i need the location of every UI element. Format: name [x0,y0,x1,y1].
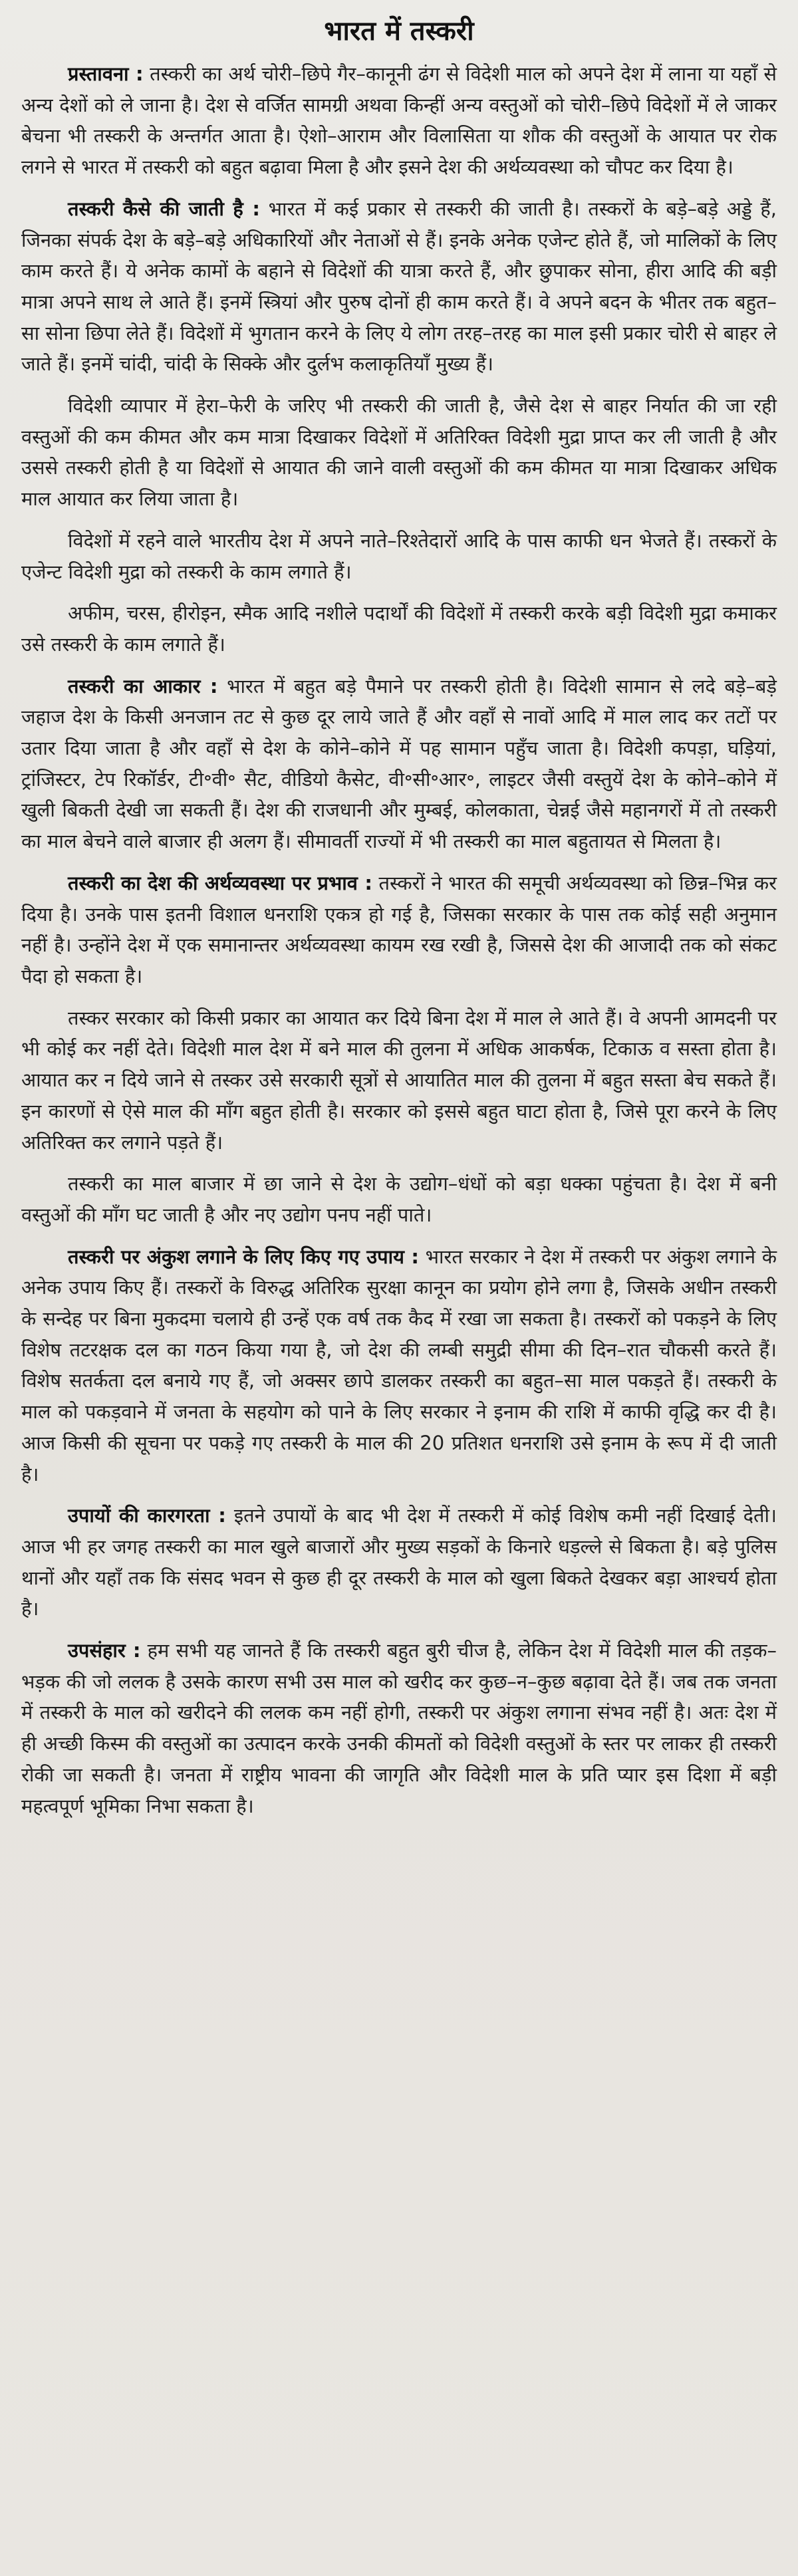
paragraph-economic-impact [21,868,777,992]
paragraph-text: हम सभी यह जानते हैं कि तस्करी बहुत बुरी चीज है, लेकिन देश में विदेशी माल की तड़क–भड़क की जो ललक है उसके कारण सभी उस माल को खरीद कर कुछ–न–कुछ बढ़ावा देते हैं। जब तक जनता में तस्करी के माल को खरीदने की ललक कम नहीं होगी, तस्करी पर अंकुश लगाना संभव नहीं है। अतः देश में ही अच्छी किस्म की वस्तुओं का उत्पादन करके उनकी कीमतों को विदेशी वस्तुओं के स्तर पर लाकर ही तस्करी रोकी जा सकती है। जनता में राष्ट्रीय भावना की जागृति और विदेशी माल के प्रति प्यार इस दिशा में बड़ी महत्वपूर्ण भूमिका निभा सकता है। [21,1639,777,1817]
paragraph-scale [21,671,777,857]
paragraph-text: अफीम, चरस, हीरोइन, स्मैक आदि नशीले पदार्थों की विदेशों में तस्करी करके बड़ी विदेशी मुद्रा कमाकर उसे तस्करी के काम लगाते हैं। [21,602,777,656]
paragraph-text: तस्करी का अर्थ चोरी–छिपे गैर–कानूनी ढंग से विदेशी माल को अपने देश में लाना या यहाँ से अन्य देशों को ले जाना है। देश से वर्जित सामग्री अथवा किन्हीं अन्य वस्तुओं को चोरी–छिपे विदेशों में ले जाकर बेचना भी तस्करी के अन्तर्गत आता है। ऐशो–आराम और विलासिता या शौक की वस्तुओं के आयात पर रोक लगने से भारत में तस्करी को बहुत बढ़ावा मिला है और इसने देश की अर्थव्यवस्था को चौपट कर दिया है। [21,63,777,179]
paragraph-narcotics [21,598,777,660]
paragraph-heading: तस्करी पर अंकुश लगाने के लिए किए गए उपाय : [68,1245,419,1268]
paragraph-heading: तस्करी का आकार : [68,674,218,698]
paragraph-text: इतने उपायों के बाद भी देश में तस्करी में कोई विशेष कमी नहीं दिखाई देती। आज भी हर जगह तस्करी का माल खुले बाजारों और मुख्य सड़कों के किनारे धड़ल्ले से बिकता है। बड़े पुलिस थानों और यहाँ तक कि संसद भवन से कुछ ही दूर तस्करी के माल को खुला बिकते देखकर बड़ा आश्चर्य होता है। [21,1504,777,1620]
paragraph-text: तस्कर सरकार को किसी प्रकार का आयात कर दिये बिना देश में माल ले आते हैं। वे अपनी आमदनी पर भी कोई कर नहीं देते। विदेशी माल देश में बने माल की तुलना में अधिक आकर्षक, टिकाऊ व सस्ता होता है। आयात कर न दिये जाने से तस्कर उसे सरकारी सूत्रों से आयातित माल की तुलना में बहुत सस्ता बेच सकते हैं। इन कारणों से ऐसे माल की माँग बहुत होती है। सरकार को इससे बहुत घाटा होता है, जिसे पूरा करने के लिए अतिरिक्त कर लगाने पड़ते हैं। [21,1006,777,1154]
paragraph-text: विदेशी व्यापार में हेरा–फेरी के जरिए भी तस्करी की जाती है, जैसे देश से बाहर निर्यात की जा रही वस्तुओं की कम कीमत और कम मात्रा दिखाकर विदेशों में अतिरिक्त विदेशी मुद्रा प्राप्त कर ली जाती है और उससे तस्करी होती है या विदेशों से आयात की जाने वाली वस्तुओं की कम कीमत या मात्रा दिखाकर अधिक माल आयात कर लिया जाता है। [21,394,777,511]
paragraph-measures [21,1241,777,1490]
paragraph-text: भारत में कई प्रकार से तस्करी की जाती है। तस्करों के बड़े–बड़े अड्डे हैं, जिनका संपर्क देश के बड़े–बड़े अधिकारियों और नेताओं से हैं। इनके अनेक एजेन्ट होते हैं, जो मालिकों के लिए काम करते हैं। ये अनेक कामों के बहाने से विदेशों की यात्रा करते हैं, और छुपाकर सोना, हीरा आदि की बड़ी मात्रा अपने साथ ले आते हैं। इनमें स्त्रियां और पुरुष दोनों ही काम करते हैं। वे अपने बदन के भीतर तक बहुत–सा सोना छिपा लेते हैं। विदेशों में भुगतान करने के लिए ये लोग तरह–तरह का माल इसी प्रकार चोरी से बाहर ले जाते हैं। इनमें चांदी, चांदी के सिक्के और दुर्लभ कलाकृतियाँ मुख्य हैं। [21,197,777,376]
paragraph-industry-impact [21,1168,777,1230]
paragraph-text: भारत सरकार ने देश में तस्करी पर अंकुश लगाने के अनेक उपाय किए हैं। तस्करों के विरुद्ध अतिरिक सुरक्षा कानून का प्रयोग होने लगा है, जिसके अधीन तस्करी के सन्देह पर बिना मुकदमा चलाये ही उन्हें एक वर्ष तक कैद में रखा जा सकता है। तस्करों को पकड़ने के लिए विशेष तटरक्षक दल का गठन किया गया है, जो देश की लम्बी समुद्री सीमा की दिन–रात चौकसी करते हैं। विशेष सतर्कता दल बनाये गए हैं, जो अक्सर छापे डालकर तस्करी का बहुत–सा माल पकड़ते हैं। तस्करी के माल को पकड़वाने में जनता के सहयोग को पाने के लिए सरकार ने इनाम की राशि में काफी वृद्धि कर दी है। आज किसी की सूचना पर पकड़े गए तस्करी के माल की 20 प्रतिशत धनराशि उसे इनाम के रूप में दी जाती है। [21,1245,777,1485]
paragraph-text: विदेशों में रहने वाले भारतीय देश में अपने नाते–रिश्तेदारों आदि के पास काफी धन भेजते हैं। तस्करों के एजेन्ट विदेशी मुद्रा को तस्करी के काम लगाते हैं। [21,529,777,583]
paragraph-tax-evasion [21,1003,777,1158]
paragraph-heading: उपायों की कारगरता : [68,1504,226,1527]
paragraph-text: तस्करों ने भारत की समूची अर्थव्यवस्था को छिन्न–भिन्न कर दिया है। उनके पास इतनी विशाल धनराशि एकत्र हो गई है, जिसका सरकार के पास तक कोई सही अनुमान नहीं है। उन्होंने देश में एक समानान्तर अर्थव्यवस्था कायम रख रखी है, जिससे देश की आजादी तक को संकट पैदा हो सकता है। [21,871,777,987]
paragraph-foreign-trade [21,390,777,515]
paragraph-text: भारत में बहुत बड़े पैमाने पर तस्करी होती है। विदेशी सामान से लदे बड़े–बड़े जहाज देश के किसी अनजान तट से कुछ दूर लाये जाते हैं और वहाँ से नावों आदि में माल लाद कर तटों पर उतार दिया जाता है और वहाँ से देश के कोने–कोने में पह सामान पहुँच जाता है। विदेशी कपड़ा, घड़ियां, ट्रांजिस्टर, टेप रिकॉर्डर, टी॰वी॰ सैट, वीडियो कैसेट, वी॰सी॰आर॰, लाइटर जैसी वस्तुयें देश के कोने–कोने में खुली बिकती देखी जा सकती हैं। देश की राजधानी और मुम्बई, कोलकाता, चेन्नई जैसे महानगरों में तो तस्करी का माल बेचने वाले बाजार ही अलग हैं। सीमावर्ती राज्यों में भी तस्करी का माल बहुतायत से मिलता है। [21,674,777,853]
paragraph-conclusion [21,1635,777,1821]
paragraph-heading: प्रस्तावना : [68,63,144,85]
paragraph-heading: तस्करी कैसे की जाती है : [68,197,260,220]
paragraph-effectiveness [21,1500,777,1624]
paragraph-heading: उपसंहार : [68,1639,141,1662]
paragraph-remittances [21,525,777,587]
paragraph-text: तस्करी का माल बाजार में छा जाने से देश के उद्योग–धंधों को बड़ा धक्का पहुंचता है। देश में बनी वस्तुओं की माँग घट जाती है और नए उद्योग पनप नहीं पाते। [21,1172,777,1226]
paragraph-introduction [21,59,777,183]
paragraph-heading: तस्करी का देश की अर्थव्यवस्था पर प्रभाव : [68,871,372,894]
paragraph-how-smuggling-done [21,193,777,380]
page-title: भारत में तस्करी [324,15,474,47]
